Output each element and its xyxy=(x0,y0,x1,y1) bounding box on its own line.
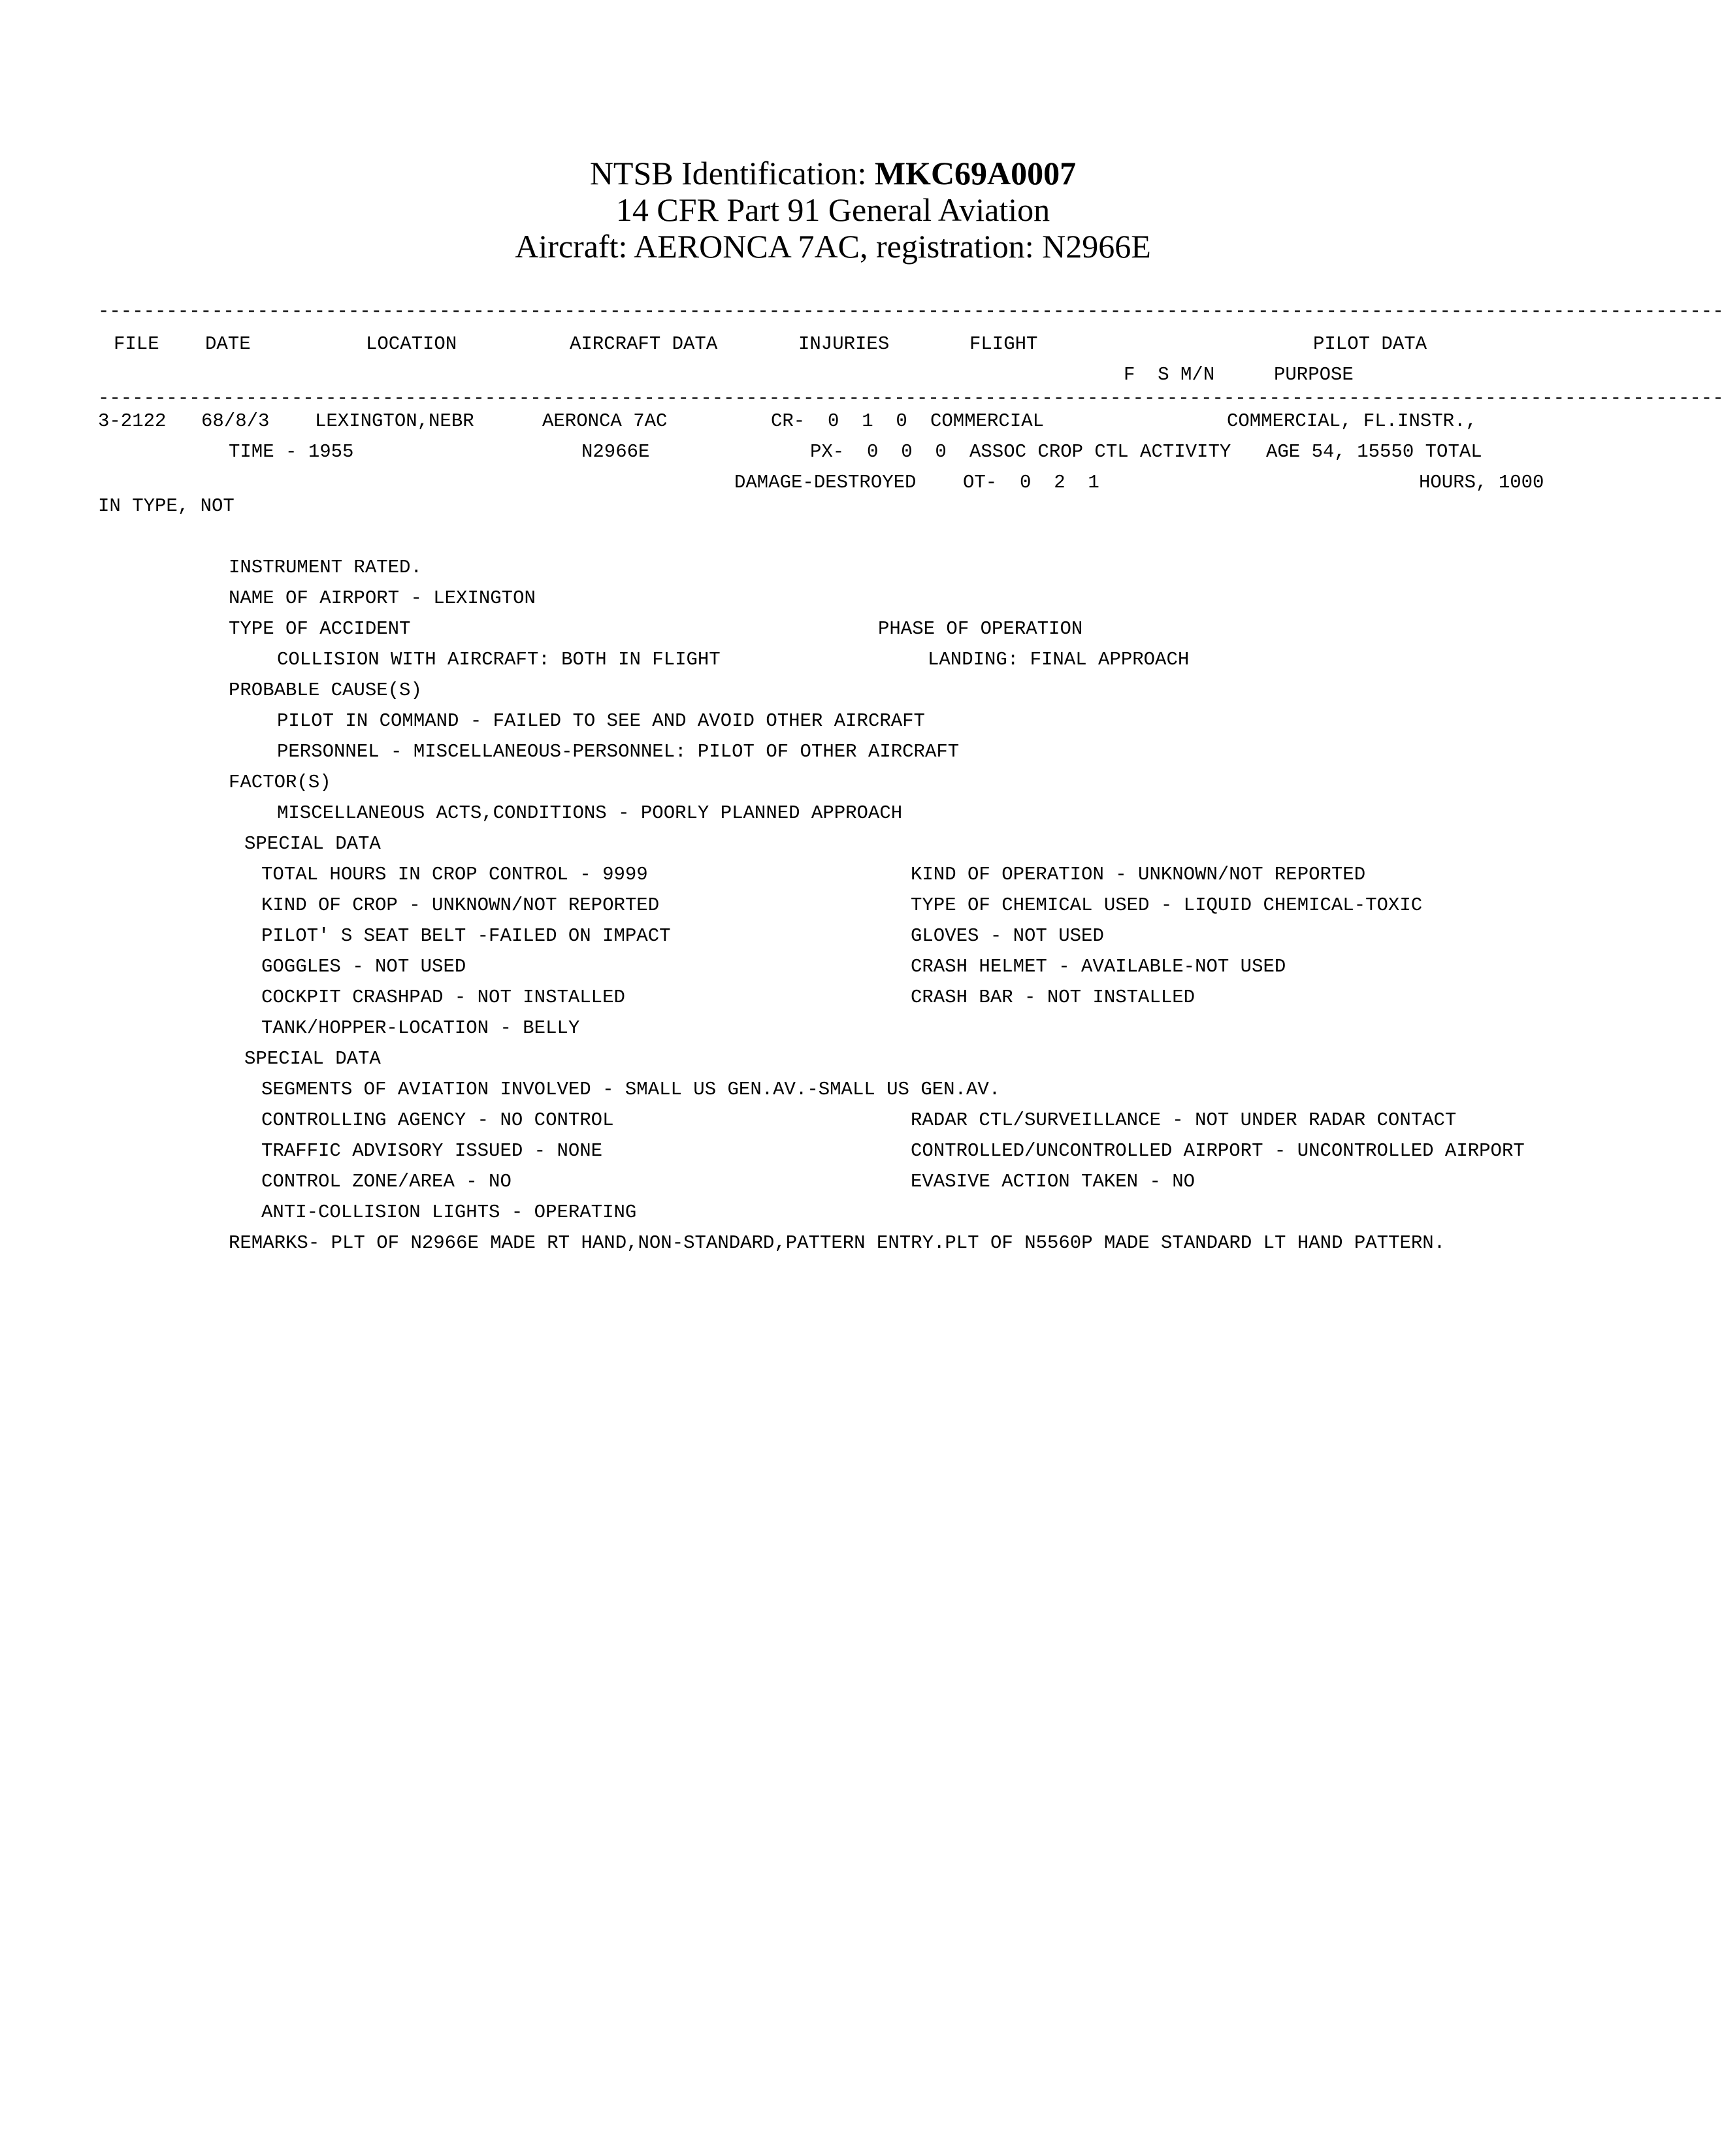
record-cr-injuries: CR- 0 1 0 xyxy=(771,410,907,432)
probable-cause-2: PERSONNEL - MISCELLANEOUS-PERSONNEL: PILOT OF OTHER AIRCRAFT xyxy=(277,741,960,762)
record-file: 3-2122 xyxy=(98,410,167,432)
special-data-right: GLOVES - NOT USED xyxy=(911,925,1104,947)
col-date: DATE xyxy=(205,333,251,355)
special-data-left: KIND OF CROP - UNKNOWN/NOT REPORTED xyxy=(261,894,660,916)
regulation-line: 14 CFR Part 91 General Aviation xyxy=(615,191,1050,228)
probable-causes-label: PROBABLE CAUSE(S) xyxy=(229,679,422,701)
ntsb-label: NTSB Identification: xyxy=(589,155,875,191)
special-data-right: TYPE OF CHEMICAL USED - LIQUID CHEMICAL-TOXIC xyxy=(911,894,1423,916)
special-data-right: CRASH BAR - NOT INSTALLED xyxy=(911,987,1195,1008)
special-data-label-2: SPECIAL DATA xyxy=(244,1048,381,1070)
special-data-left: CONTROL ZONE/AREA - NO xyxy=(261,1171,512,1192)
special-data-left: ANTI-COLLISION LIGHTS - OPERATING xyxy=(261,1201,637,1223)
special-data-label: SPECIAL DATA xyxy=(244,833,381,855)
special-data-right: CRASH HELMET - AVAILABLE-NOT USED xyxy=(911,956,1286,977)
record-time: TIME - 1955 xyxy=(229,441,354,463)
probable-cause-1: PILOT IN COMMAND - FAILED TO SEE AND AVOID OTHER AIRCRAFT xyxy=(277,710,925,732)
record-px-injuries: PX- 0 0 0 xyxy=(810,441,947,463)
segments-of-aviation: SEGMENTS OF AVIATION INVOLVED - SMALL US GEN.AV.-SMALL US GEN.AV. xyxy=(261,1079,1001,1100)
type-of-accident: COLLISION WITH AIRCRAFT: BOTH IN FLIGHT xyxy=(277,649,721,670)
record-damage: DAMAGE-DESTROYED xyxy=(734,472,917,493)
special-data-left: TRAFFIC ADVISORY ISSUED - NONE xyxy=(261,1140,603,1162)
special-data-right: KIND OF OPERATION - UNKNOWN/NOT REPORTED xyxy=(911,864,1366,885)
special-data-left: TANK/HOPPER-LOCATION - BELLY xyxy=(261,1017,580,1039)
special-data-left: GOGGLES - NOT USED xyxy=(261,956,466,977)
col-file: FILE xyxy=(114,333,159,355)
record-pilot-line-1: COMMERCIAL, FL.INSTR., xyxy=(1227,410,1477,432)
special-data-left: COCKPIT CRASHPAD - NOT INSTALLED xyxy=(261,987,625,1008)
type-of-accident-label: TYPE OF ACCIDENT xyxy=(229,618,411,640)
record-location: LEXINGTON,NEBR xyxy=(315,410,474,432)
special-data-left: PILOT' S SEAT BELT -FAILED ON IMPACT xyxy=(261,925,671,947)
special-data-left: CONTROLLING AGENCY - NO CONTROL xyxy=(261,1109,614,1131)
special-data-left: TOTAL HOURS IN CROP CONTROL - 9999 xyxy=(261,864,648,885)
col-injury-breakdown: F S M/N xyxy=(1124,364,1215,385)
special-data-right: RADAR CTL/SURVEILLANCE - NOT UNDER RADAR CONTACT xyxy=(911,1109,1457,1131)
col-flight: FLIGHT xyxy=(969,333,1038,355)
col-injuries: INJURIES xyxy=(798,333,890,355)
aircraft-line: Aircraft: AERONCA 7AC, registration: N2966E xyxy=(515,228,1151,265)
ntsb-id: MKC69A0007 xyxy=(874,155,1077,191)
col-aircraft-data: AIRCRAFT DATA xyxy=(570,333,718,355)
record-pilot-line-3: HOURS, 1000 xyxy=(1419,472,1544,493)
record-pilot-line-2: AGE 54, 15550 TOTAL xyxy=(1266,441,1482,463)
record-pilot-line-4: IN TYPE, NOT xyxy=(98,495,235,517)
special-data-right: CONTROLLED/UNCONTROLLED AIRPORT - UNCONTROLLED AIRPORT xyxy=(911,1140,1525,1162)
special-data-right: EVASIVE ACTION TAKEN - NO xyxy=(911,1171,1195,1192)
col-pilot-data: PILOT DATA xyxy=(1313,333,1427,355)
remarks: REMARKS- PLT OF N2966E MADE RT HAND,NON-STANDARD,PATTERN ENTRY.PLT OF N5560P MADE STANDARD LT HAND PATTERN. xyxy=(229,1232,1446,1254)
record-aircraft: AERONCA 7AC xyxy=(542,410,668,432)
phase-of-operation: LANDING: FINAL APPROACH xyxy=(928,649,1190,670)
record-purpose: COMMERCIAL xyxy=(930,410,1045,432)
record-activity: ASSOC CROP CTL ACTIVITY xyxy=(969,441,1231,463)
record-ot-injuries: OT- 0 2 1 xyxy=(963,472,1099,493)
phase-of-operation-label: PHASE OF OPERATION xyxy=(878,618,1083,640)
header-rule: ----------------------------------------------------------------------------------------------------------------------------------------------- xyxy=(98,387,1724,409)
record-date: 68/8/3 xyxy=(201,410,270,432)
factor-1: MISCELLANEOUS ACTS,CONDITIONS - POORLY PLANNED APPROACH xyxy=(277,802,903,824)
record-registration: N2966E xyxy=(581,441,650,463)
airport-name: NAME OF AIRPORT - LEXINGTON xyxy=(229,587,536,609)
instrument-rated: INSTRUMENT RATED. xyxy=(229,557,422,578)
col-location: LOCATION xyxy=(366,333,457,355)
top-rule: ----------------------------------------------------------------------------------------------------------------------------------------------- xyxy=(98,301,1724,322)
ntsb-identification-line xyxy=(0,154,1666,192)
factors-label: FACTOR(S) xyxy=(229,772,331,793)
col-purpose: PURPOSE xyxy=(1274,364,1354,385)
